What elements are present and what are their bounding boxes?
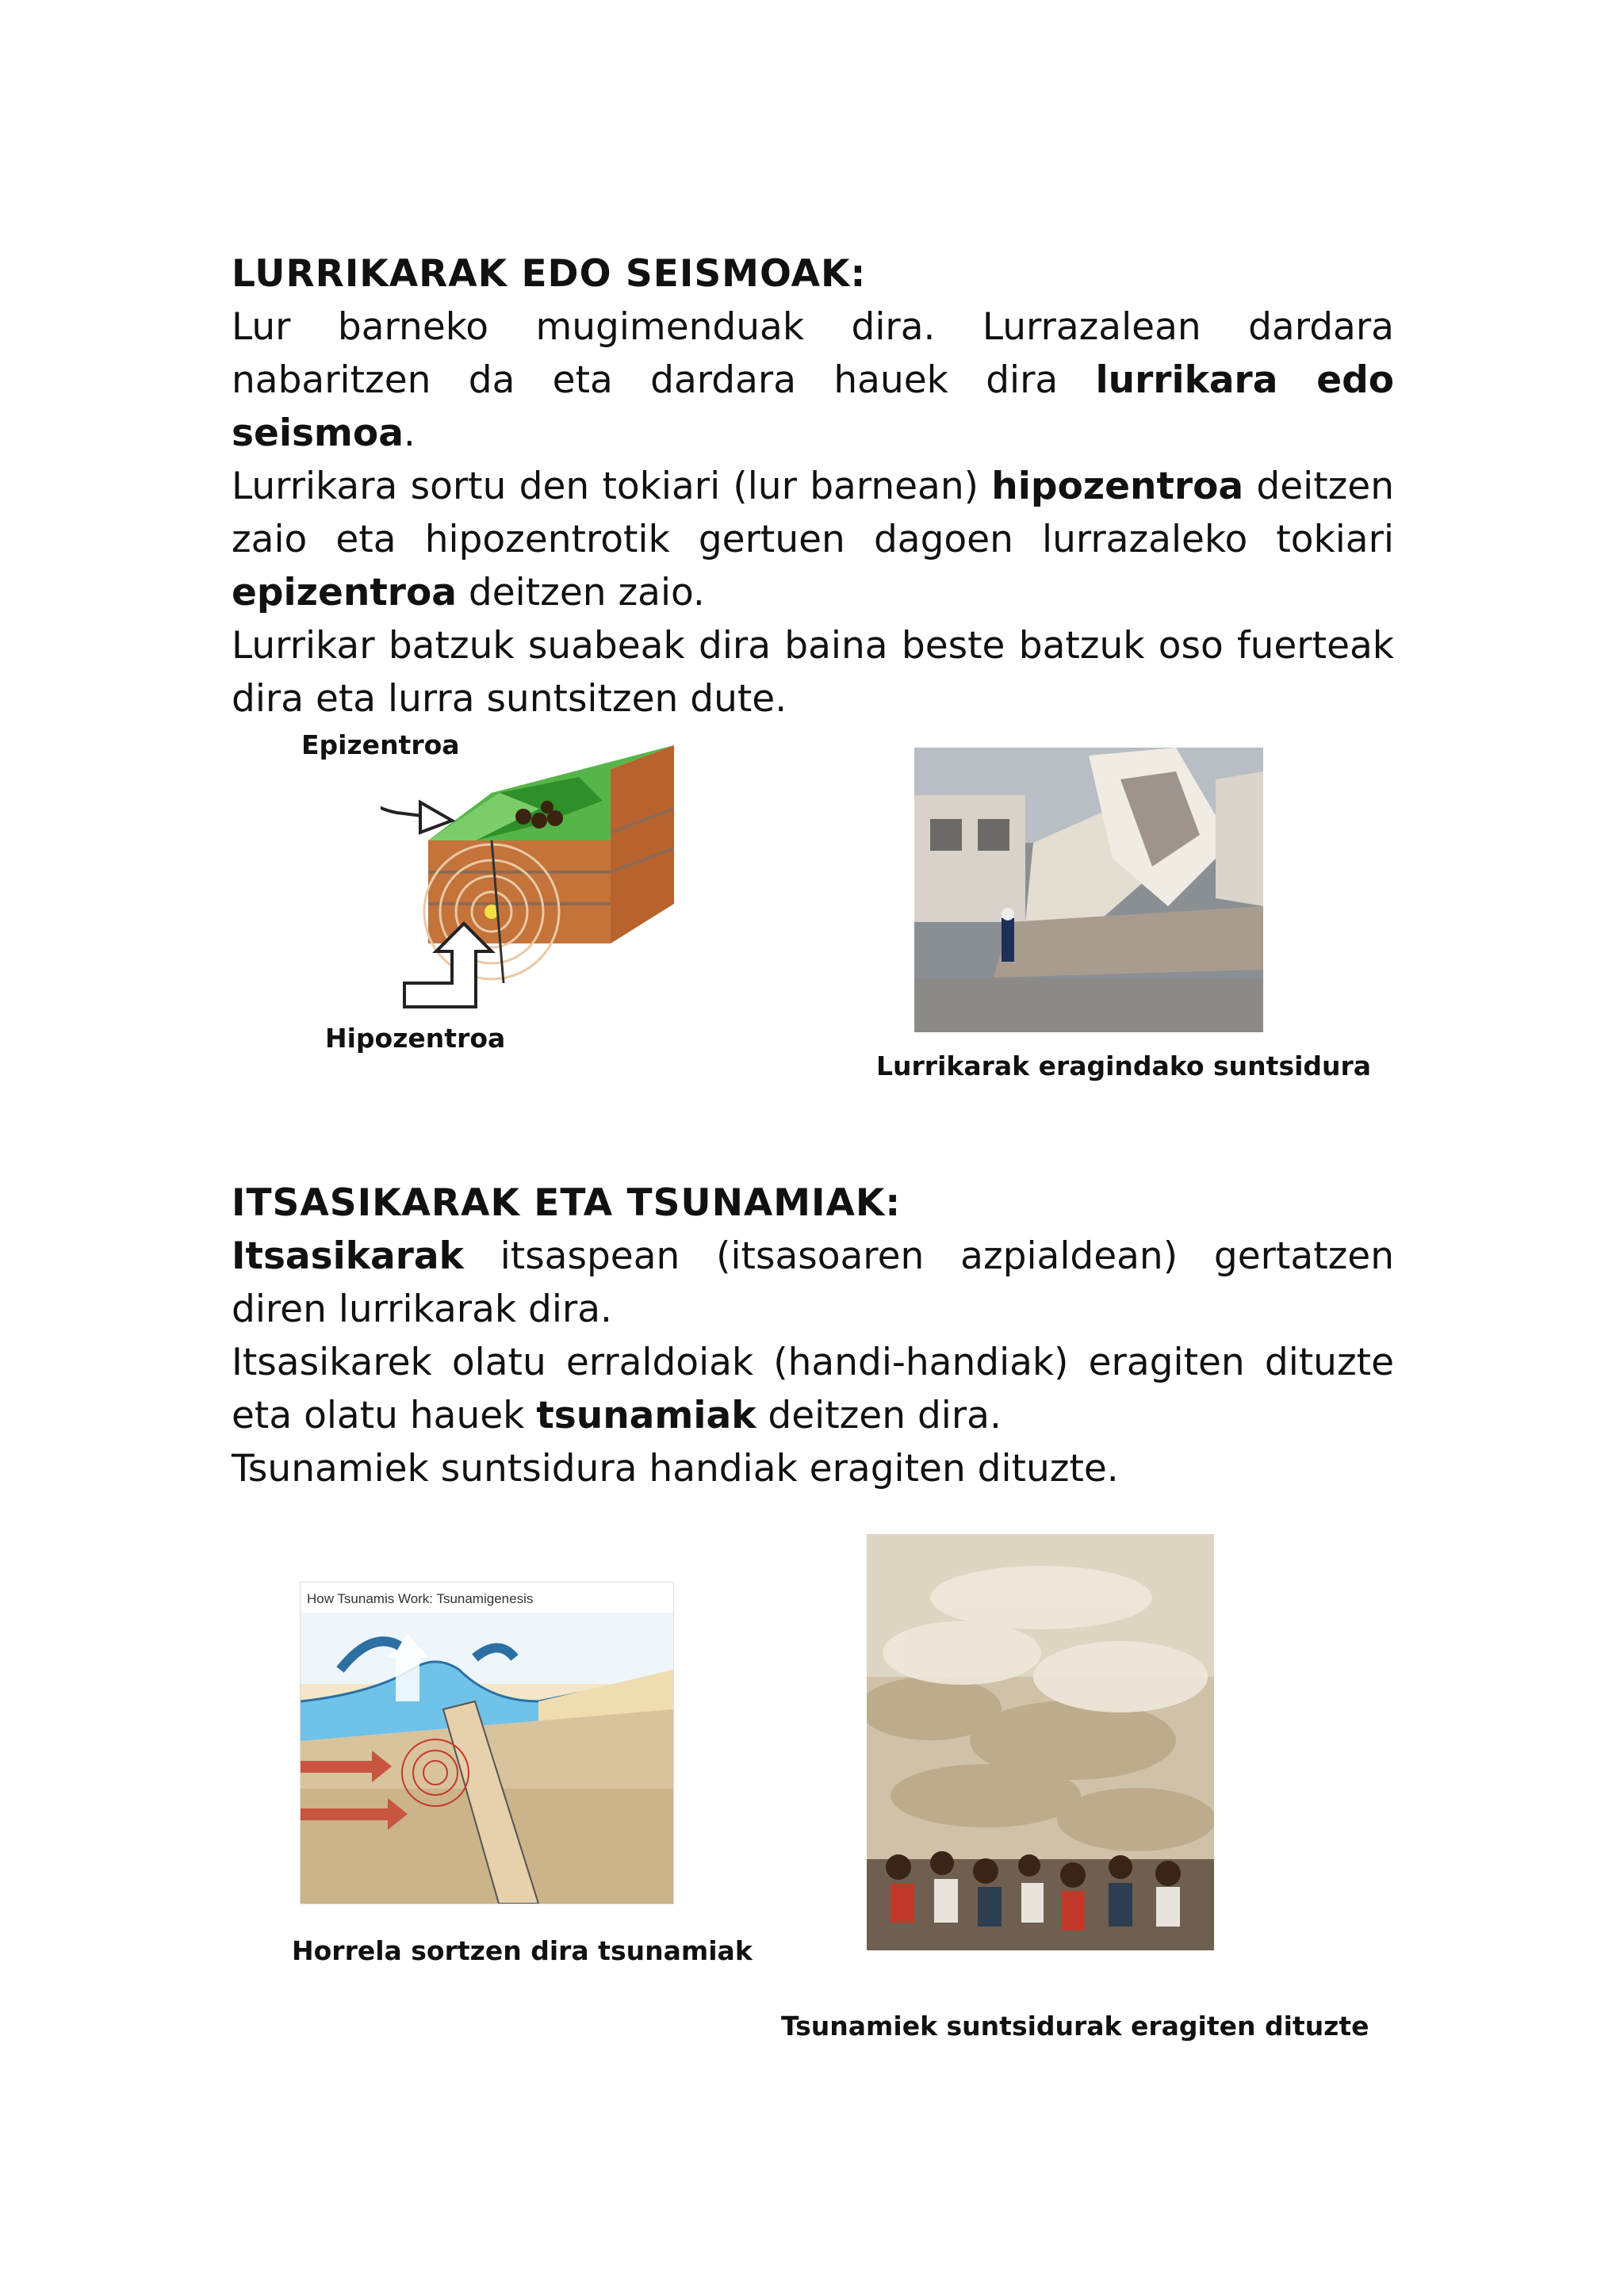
label-epicenter: Epizentroa — [301, 729, 460, 760]
caption-earthquake-photo: Lurrikarak eragindako suntsidura — [876, 1050, 1372, 1081]
paragraph — [232, 1230, 1394, 1336]
earthquake-diagram — [381, 745, 674, 1015]
paragraph: Lurrikar batzuk suabeak dira baina beste batzuk oso fuerteak dira eta lurra suntsitzen dute. — [232, 624, 1394, 721]
text-run: deitzen zaio. — [456, 571, 705, 614]
text-run: Lur barneko mugimenduak dira. Lurrazalean dardara nabaritzen da eta dardara hauek dira — [232, 305, 1394, 402]
bold-term: lurrikara edo seismoa — [232, 358, 1395, 455]
caption-tsunami-photo: Tsunamiek suntsidurak eragiten dituzte — [781, 2011, 1369, 2042]
bold-term: epizentroa — [232, 571, 457, 614]
section-tsunamis — [232, 1177, 1394, 1495]
text-run: Lurrikara sortu den tokiari (lur barnean) — [232, 465, 992, 508]
caption-tsunami-diagram: Horrela sortzen dira tsunamiak — [292, 1935, 753, 1966]
text-run: deitzen zaio eta hipozentrotik gertuen dagoen lurrazaleko tokiari — [232, 465, 1394, 561]
text-run: deitzen dira. — [756, 1394, 1002, 1437]
bold-term: hipozentroa — [991, 465, 1244, 508]
text-run: Itsasikarek olatu erraldoiak (handi-handiak) eragiten dituzte eta olatu hauek — [232, 1341, 1394, 1437]
diagram-title: How Tsunamis Work: Tsunamigenesis — [307, 1591, 534, 1606]
section-heading-earthquakes: LURRIKARAK EDO SEISMOAK: — [232, 252, 867, 296]
label-hypocenter: Hipozentroa — [325, 1023, 506, 1054]
earthquake-damage-photo — [914, 748, 1263, 1032]
bold-term: Itsasikarak — [232, 1234, 464, 1278]
paragraph — [232, 300, 1394, 460]
section-earthquakes — [232, 247, 1394, 725]
paragraph — [232, 1336, 1394, 1442]
tsunami-photo — [867, 1534, 1214, 1950]
paragraph: Tsunamiek suntsidura handiak eragiten dituzte. — [232, 1447, 1119, 1490]
tsunami-diagram — [300, 1582, 674, 1904]
text-run: . — [403, 411, 416, 455]
paragraph — [232, 460, 1394, 619]
bold-term: tsunamiak — [536, 1394, 756, 1437]
section-heading-tsunamis: ITSASIKARAK ETA TSUNAMIAK: — [232, 1181, 902, 1225]
text-run: itsaspean (itsasoaren azpialdean) gertatzen diren lurrikarak dira. — [232, 1234, 1394, 1331]
